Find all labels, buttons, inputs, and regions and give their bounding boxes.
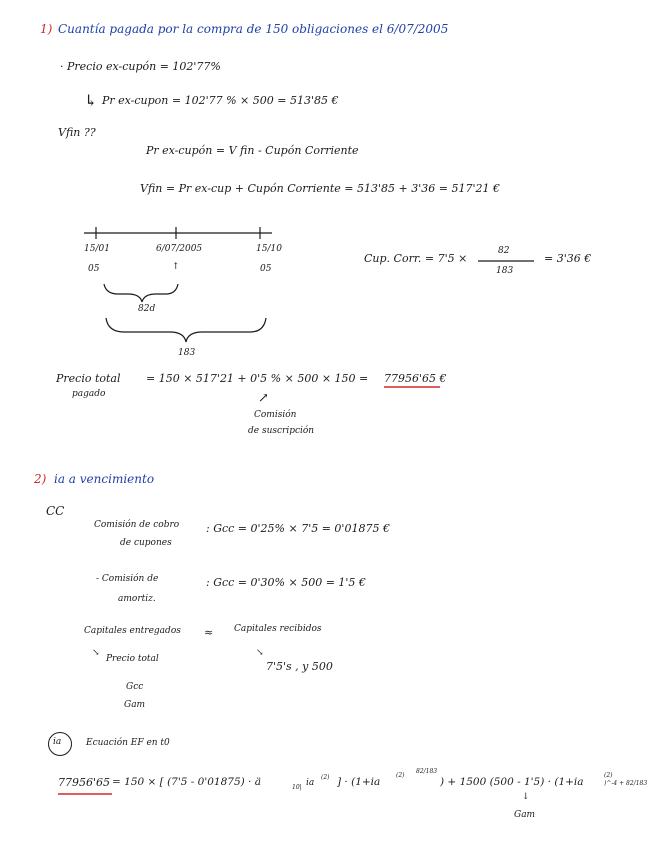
final-annuity-sub: 10|	[292, 784, 302, 791]
final-eq-part1: = 150 × [ (7'5 - 0'01875) · ä	[112, 776, 261, 788]
comision-note-1: Comisión	[254, 410, 297, 420]
timeline-right-top: 15/10	[256, 244, 282, 254]
precio-total-label: Precio total	[56, 372, 121, 385]
section2-title: ia a vencimiento	[54, 472, 155, 486]
final-lhs: 77956'65	[58, 776, 111, 789]
final-exp: 82/183	[416, 768, 438, 775]
cupon-corriente-result: = 3'36 €	[544, 252, 592, 265]
comision-amortiz-label: - Comisión de	[96, 574, 159, 584]
final-ia-sup: (2)	[321, 774, 330, 781]
final-arrow-icon: ↓	[522, 792, 530, 802]
approx-symbol: ≈	[204, 626, 214, 639]
section1-title: Cuantía pagada por la compra de 150 obligaciones el 6/07/2005	[58, 22, 449, 36]
precio-total-expr: = 150 × 517'21 + 0'5 % × 500 × 150 =	[146, 372, 369, 385]
equation-vfin: Vfin = Pr ex-cup + Cupón Corriente = 513'85 + 3'36 = 517'21 €	[140, 182, 500, 195]
capitales-entregados: Capitales entregados	[84, 626, 181, 636]
comision-cobro-expr: : Gcc = 0'25% × 7'5 = 0'01875 €	[206, 522, 390, 535]
timeline-right-bottom: 05	[260, 264, 272, 274]
final-part3: ) + 1500 (500 - 1'5) · (1+ia	[440, 776, 584, 788]
vfin-question: Vfin ??	[58, 126, 96, 139]
gcc-item: Gcc	[126, 682, 144, 692]
timeline-82d-label: 82d	[138, 304, 156, 314]
timeline-left-bottom: 05	[88, 264, 100, 274]
cupon-fraction-num: 82	[498, 246, 510, 256]
arrow-left-icon: ↘	[92, 648, 100, 658]
arrow-right-icon: ↘	[256, 648, 264, 658]
comision-note-2: de suscripción	[248, 426, 315, 436]
capitales-recibidos: Capitales recibidos	[234, 624, 322, 634]
final-ia: ia	[306, 778, 315, 788]
comision-cobro-label: Comisión de cobro	[94, 520, 180, 530]
section2-number: 2)	[34, 472, 47, 486]
ecuacion-label: Ecuación EF en t0	[86, 738, 170, 748]
precio-excupon-calc: Pr ex-cupon = 102'77 % × 500 = 513'85 €	[102, 94, 339, 107]
precio-total-result: 77956'65 €	[384, 372, 447, 385]
final-sup3: (2)	[604, 772, 613, 779]
precio-total-item: Precio total	[106, 654, 159, 664]
arrow-icon: ↳	[84, 91, 98, 110]
cupon-fraction-den: 183	[496, 266, 514, 276]
timeline-183-label: 183	[178, 348, 196, 358]
ia-circle-label: ia	[53, 737, 62, 747]
final-exp3: )^-4 + 82/183	[604, 780, 648, 787]
cupon-corriente-lhs: Cup. Corr. = 7'5 ×	[364, 252, 468, 265]
cc-label: CC	[46, 504, 65, 518]
note-arrow-icon: ↗	[258, 391, 269, 406]
final-part2: ] · (1+ia	[337, 776, 381, 788]
final-gam: Gam	[514, 810, 536, 820]
precio-excupon-line: · Precio ex-cupón = 102'77%	[60, 60, 221, 73]
timeline-mid-arrow-icon: ↑	[172, 262, 180, 272]
gam-item: Gam	[124, 700, 146, 710]
equation-excupon: Pr ex-cupón = V fin - Cupón Corriente	[146, 144, 359, 157]
recibidos-values: 7'5's , y 500	[266, 660, 333, 673]
section1-number: 1)	[40, 22, 53, 36]
precio-total-label-2: pagado	[72, 389, 106, 399]
comision-amortiz-expr: : Gcc = 0'30% × 500 = 1'5 €	[206, 576, 366, 589]
final-sup2: (2)	[396, 772, 405, 779]
timeline-left-top: 15/01	[84, 244, 110, 254]
timeline-mid-top: 6/07/2005	[156, 244, 203, 254]
comision-amortiz-label-2: amortiz.	[118, 594, 156, 604]
comision-cobro-label-2: de cupones	[120, 538, 172, 548]
